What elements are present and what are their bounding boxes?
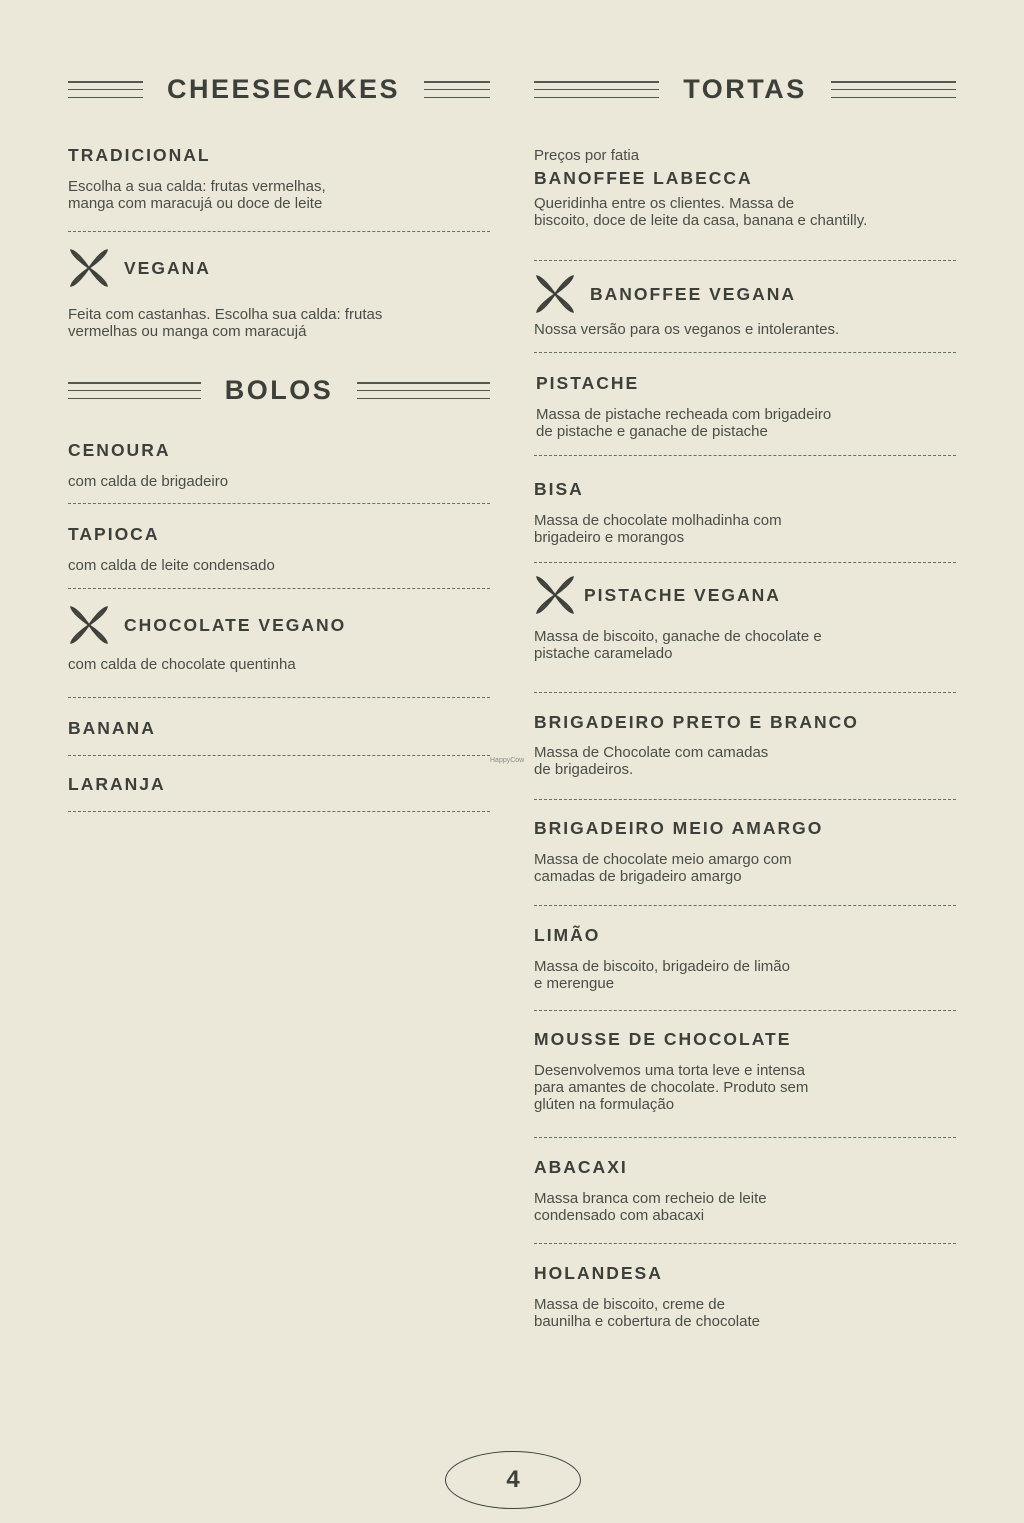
item-name: BANOFFEE VEGANA xyxy=(590,283,796,304)
item-name: PISTACHE VEGANA xyxy=(584,584,781,605)
divider xyxy=(68,697,490,698)
divider xyxy=(534,562,956,563)
item-name: MOUSSE DE CHOCOLATE xyxy=(534,1029,792,1049)
divider xyxy=(534,799,956,800)
item-description: Massa de biscoito, brigadeiro de limão e merengue xyxy=(534,958,790,992)
tortas-title: TORTAS xyxy=(683,74,807,104)
divider xyxy=(68,588,490,589)
divider xyxy=(68,755,490,756)
item-description: Massa de biscoito, creme de baunilha e cobertura de chocolate xyxy=(534,1296,760,1330)
item-description: Massa de chocolate molhadinha com brigadeiro e morangos xyxy=(534,512,782,546)
bolos-title: BOLOS xyxy=(224,375,334,405)
divider xyxy=(68,503,490,504)
item-name: TAPIOCA xyxy=(68,524,160,544)
divider xyxy=(534,1137,956,1138)
divider xyxy=(534,455,956,456)
item-name: CENOURA xyxy=(68,440,171,460)
menu-item-banoffee-vegana xyxy=(534,273,839,338)
divider xyxy=(534,352,956,353)
divider xyxy=(68,811,490,812)
menu-item-cenoura xyxy=(68,440,228,490)
menu-item-brigadeiro-meio-amargo xyxy=(534,818,823,885)
menu-item-banoffee-labecca xyxy=(534,147,867,229)
menu-item-brigadeiro-preto-e-branco xyxy=(534,712,859,778)
item-description: com calda de brigadeiro xyxy=(68,473,229,490)
item-name: PISTACHE xyxy=(536,373,640,393)
menu-item-tradicional xyxy=(68,145,326,212)
item-description: Escolha a sua calda: frutas vermelhas, manga com maracujá ou doce de leite xyxy=(68,178,326,212)
item-description: com calda de chocolate quentinha xyxy=(68,656,296,673)
menu-item-vegana xyxy=(68,247,382,340)
price-note: Preços por fatia xyxy=(534,147,640,164)
divider xyxy=(68,231,490,232)
menu-item-banana xyxy=(68,718,156,739)
menu-item-pistache xyxy=(536,373,831,440)
item-description: Massa branca com recheio de leite condensado com abacaxi xyxy=(534,1190,767,1224)
vegan-leaf-flower-icon xyxy=(68,247,110,289)
item-name: HOLANDESA xyxy=(534,1263,663,1283)
item-name: TRADICIONAL xyxy=(68,145,211,165)
item-description: Queridinha entre os clientes. Massa de biscoito, doce de leite da casa, banana e chantilly. xyxy=(534,195,868,229)
header-rule-left xyxy=(68,382,201,399)
item-description: Desenvolvemos uma torta leve e intensa para amantes de chocolate. Produto sem glúten na formulação xyxy=(534,1062,809,1113)
divider xyxy=(534,260,956,261)
menu-item-abacaxi xyxy=(534,1157,767,1224)
bolos-header xyxy=(68,375,490,406)
cheesecakes-header xyxy=(68,74,490,105)
header-rule-right xyxy=(831,81,956,98)
menu-item-tapioca xyxy=(68,524,275,574)
vegan-leaf-flower-icon xyxy=(534,273,576,315)
menu-item-bisa xyxy=(534,479,782,546)
item-name: VEGANA xyxy=(124,257,211,278)
item-name: BISA xyxy=(534,479,584,499)
page-number: 4 xyxy=(445,1451,581,1509)
item-name: BRIGADEIRO PRETO E BRANCO xyxy=(534,712,859,732)
menu-item-holandesa xyxy=(534,1263,760,1330)
item-name: BRIGADEIRO MEIO AMARGO xyxy=(534,818,824,838)
divider xyxy=(534,1243,956,1244)
item-name: BANANA xyxy=(68,718,156,738)
vegan-leaf-flower-icon xyxy=(534,574,576,616)
menu-item-pistache-vegana xyxy=(534,574,822,662)
divider xyxy=(534,1010,956,1011)
item-name: LARANJA xyxy=(68,774,166,794)
item-name: BANOFFEE LABECCA xyxy=(534,168,753,188)
item-description: Massa de chocolate meio amargo com camadas de brigadeiro amargo xyxy=(534,851,792,885)
item-name: CHOCOLATE VEGANO xyxy=(124,614,347,635)
item-description: Massa de pistache recheada com brigadeiro de pistache e ganache de pistache xyxy=(536,406,832,440)
menu-item-laranja xyxy=(68,774,166,795)
menu-item-mousse-de-chocolate xyxy=(534,1029,808,1113)
menu-item-limao xyxy=(534,925,790,992)
item-name: ABACAXI xyxy=(534,1157,628,1177)
header-rule-left xyxy=(534,81,659,98)
item-name: LIMÃO xyxy=(534,925,601,945)
header-rule-left xyxy=(68,81,143,98)
cheesecakes-title: CHEESECAKES xyxy=(166,74,400,104)
divider xyxy=(534,692,956,693)
watermark: HappyCow xyxy=(490,757,525,764)
divider xyxy=(534,905,956,906)
header-rule-right xyxy=(424,81,490,98)
tortas-header xyxy=(534,74,956,105)
header-rule-right xyxy=(357,382,490,399)
item-description: Massa de biscoito, ganache de chocolate e pistache caramelado xyxy=(534,628,822,662)
item-description: Massa de Chocolate com camadas de brigadeiros. xyxy=(534,744,769,778)
menu-item-chocolate-vegano xyxy=(68,604,346,673)
item-description: Nossa versão para os veganos e intolerantes. xyxy=(534,321,840,338)
vegan-leaf-flower-icon xyxy=(68,604,110,646)
item-description: Feita com castanhas. Escolha sua calda: frutas vermelhas ou manga com maracujá xyxy=(68,306,383,340)
item-description: com calda de leite condensado xyxy=(68,557,275,574)
